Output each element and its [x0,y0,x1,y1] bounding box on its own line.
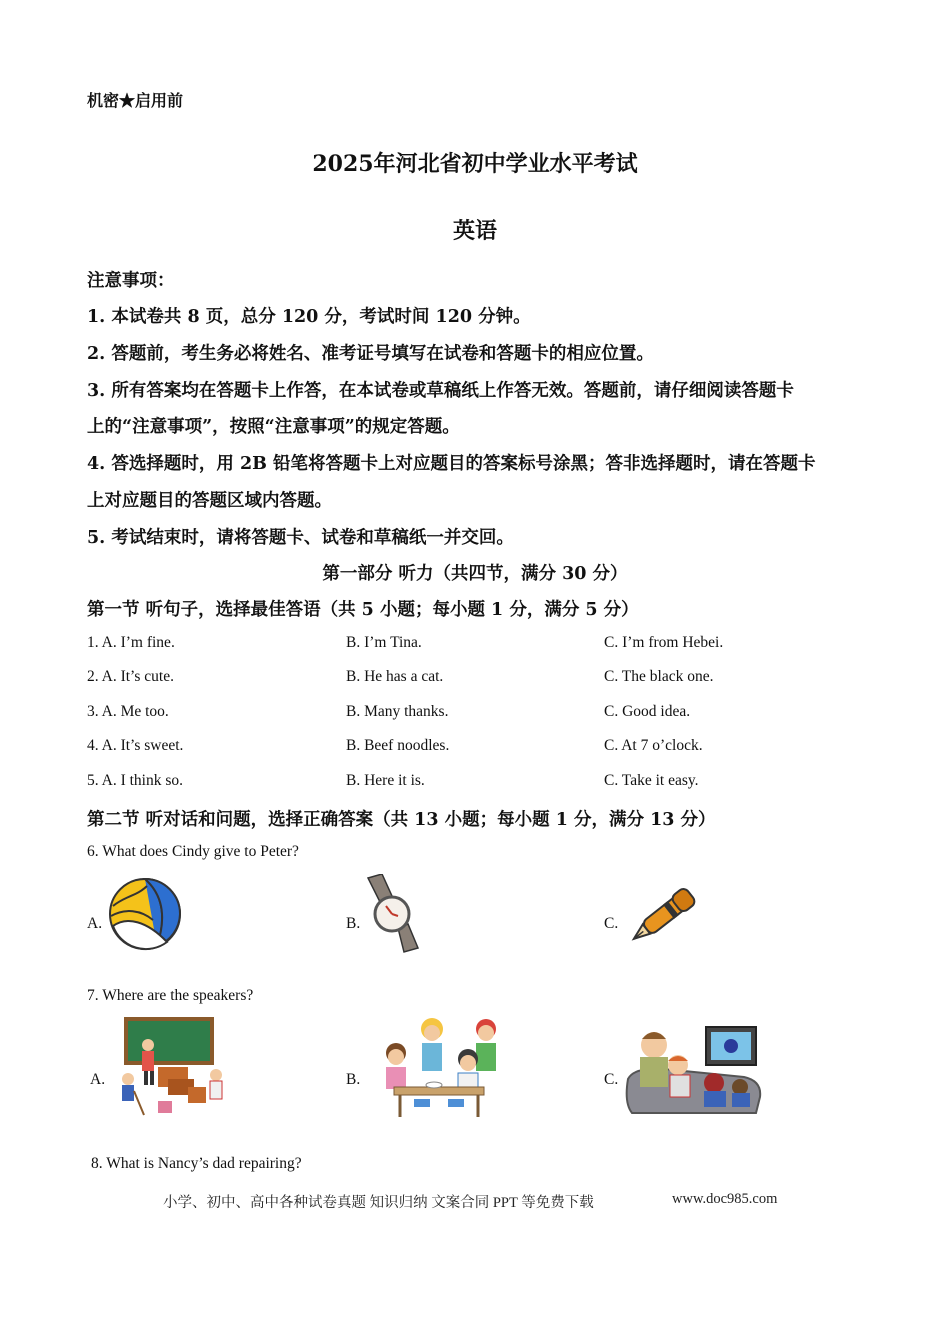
subject-title: 英语 [452,218,497,244]
q4-option-a: 4. A. It’s sweet. [87,737,184,754]
notice-item: 上的“注意事项”，按照“注意事项”的规定答题。 [87,417,460,437]
fountain-pen-icon [624,880,708,950]
confidential-label: 机密★启用前 [87,91,184,110]
q7-label-b: B. [346,1071,361,1088]
q8-text: 8. What is Nancy’s dad repairing? [91,1155,302,1172]
footer-text: 小学、初中、高中各种试卷真题 知识归纳 文案合同 PPT 等免费下载 [163,1195,594,1211]
watch-icon [364,874,420,954]
notice-item: 3. 所有答案均在答题卡上作答，在本试卷或草稿纸上作答无效。答题前，请仔细阅读答题卡 [87,381,794,401]
notice-item: 上对应题目的答题区域内答题。 [87,491,332,511]
q1-option-c: C. I’m from Hebei. [604,634,724,651]
notice-item: 4. 答选择题时，用 2B 铅笔将答题卡上对应题目的答案标号涂黑；答非选择题时，请在答题卡 [87,454,816,474]
volleyball-icon [107,876,183,952]
q3-option-c: C. Good idea. [604,703,691,720]
notice-item: 5. 考试结束时，请将答题卡、试卷和草稿纸一并交回。 [87,528,514,548]
notice-item: 2. 答题前，考生务必将姓名、准考证号填写在试卷和答题卡的相应位置。 [87,344,654,364]
q6-label-c: C. [604,915,619,932]
q5-option-c: C. Take it easy. [604,772,699,789]
q4-option-b: B. Beef noodles. [346,737,450,754]
q1-option-a: 1. A. I’m fine. [87,634,175,651]
q1-option-b: B. I’m Tina. [346,634,422,651]
q2-option-b: B. He has a cat. [346,668,444,685]
q3-option-b: B. Many thanks. [346,703,449,720]
q6-label-b: B. [346,915,361,932]
classroom-picture [108,1017,232,1119]
part1-title: 第一部分 听力（共四节，满分 30 分） [322,564,628,584]
q5-option-b: B. Here it is. [346,772,425,789]
exam-title: 2025年河北省初中学业水平考试 [312,151,638,177]
notice-heading: 注意事项： [87,271,175,291]
q6-label-a: A. [87,915,103,932]
q7-label-a: A. [90,1071,106,1088]
footer-url[interactable]: www.doc985.com [672,1191,778,1207]
living-room-tv-picture [624,1017,766,1119]
dining-hall-picture [374,1015,510,1121]
notice-item: 1. 本试卷共 8 页，总分 120 分，考试时间 120 分钟。 [87,307,531,327]
q2-option-c: C. The black one. [604,668,714,685]
q6-text: 6. What does Cindy give to Peter? [87,843,299,860]
q3-option-a: 3. A. Me too. [87,703,169,720]
section1-title: 第一节 听句子，选择最佳答语（共 5 小题；每小题 1 分，满分 5 分） [87,600,639,620]
q7-label-c: C. [604,1071,619,1088]
q5-option-a: 5. A. I think so. [87,772,184,789]
q4-option-c: C. At 7 o’clock. [604,737,703,754]
section2-title: 第二节 听对话和问题，选择正确答案（共 13 小题；每小题 1 分，满分 13 分） [87,810,716,830]
q7-text: 7. Where are the speakers? [87,987,254,1004]
q2-option-a: 2. A. It’s cute. [87,668,174,685]
